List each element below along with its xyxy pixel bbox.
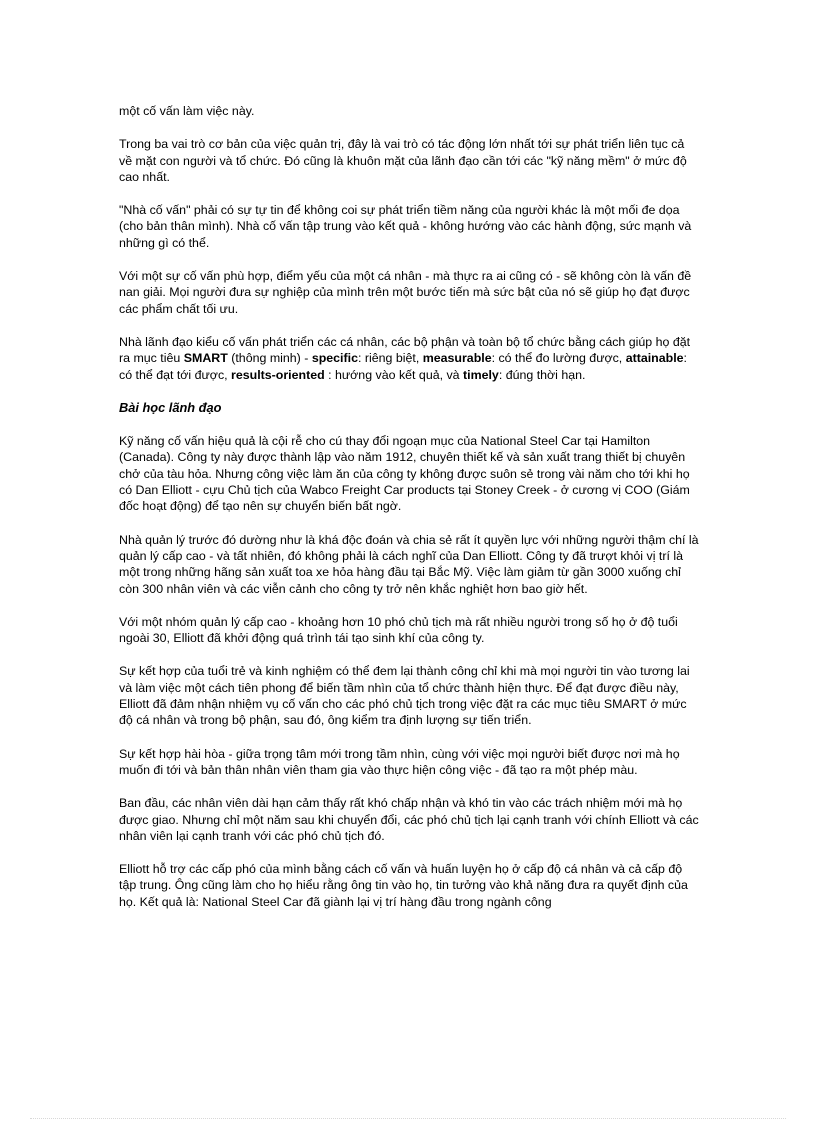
text-run: (thông minh) - [227,351,312,366]
text-run: : đúng thời hạn. [498,367,586,382]
paragraph: Elliott hỗ trợ các cấp phó của mình bằng cách cố vấn và huấn luyện họ ở cấp độ cá nhân và cả cấp độ tập trung. Ông cũng làm cho họ hiểu rằng ông tin vào họ, tin tưởng vào khả năng đưa ra quyết định của họ. Kết quả là: National Steel Car đã giành lại vị trí hàng đầu trong ngành công [119,862,688,909]
paragraph: Trong ba vai trò cơ bản của việc quản trị, đây là vai trò có tác động lớn nhất tới sự phát triển liên tục cả về mặt con người và tổ chức. Đó cũng là khuôn mặt của lãnh đạo cần tới các "kỹ năng mềm" ở mức độ cao nhất. [119,137,687,184]
paragraph: Kỹ năng cố vấn hiệu quả là cội rễ cho cú thay đổi ngoạn mục của National Steel Car tại Hamilton (Canada). Công ty này được thành lập vào năm 1912, chuyên thiết kế và sản xuất trang thiết bị chuyên chở của tàu hỏa. Nhưng công việc làm ăn của công ty không được suôn sẻ trong vài năm cho tới khi họ có Dan Elliott - cựu Chủ tịch của Wabco Freight Car products tại Stoney Creek - ở cương vị COO (Giám đốc hoạt động) để tạo nên sự chuyển biến bất ngờ. [119,434,690,514]
text-run: : có thể đo lường được, [491,351,626,366]
bold-term-timely: timely [463,367,499,382]
paragraph: một cố vấn làm việc này. [119,104,255,118]
document-body [119,103,699,927]
text-run: Nhà lãnh đạo kiểu cố vấn phát triển các cá nhân, các bộ phận và toàn bộ tổ chức bằng cách giúp họ đặt ra mục tiêu [119,334,691,366]
smart-paragraph [119,334,699,383]
paragraph: Với một nhóm quản lý cấp cao - khoảng hơn 10 phó chủ tịch mà rất nhiều người trong số họ ở độ tuổi ngoài 30, Elliott đã khởi động quá trình tái tạo sinh khí của công ty. [119,614,678,646]
text-run: : riêng biệt, [357,351,423,366]
bold-term-specific: specific [311,351,358,366]
bold-term-smart: SMART [183,351,228,366]
section-heading: Bài học lãnh đạo [119,399,222,415]
bold-term-measurable: measurable [422,351,492,366]
page-bottom-rule [30,1118,786,1119]
paragraph: "Nhà cố vấn" phải có sự tự tin để không coi sự phát triển tiềm năng của người khác là một mối đe dọa (cho bản thân mình). Nhà cố vấn tập trung vào kết quả - không hướng vào các hành động, sức mạnh và những gì có thể. [119,203,692,250]
text-run: : có thể đạt tới được, [119,351,687,382]
paragraph: Với một sự cố vấn phù hợp, điểm yếu của một cá nhân - mà thực ra ai cũng có - sẽ không còn là vấn đề nan giải. Mọi người đưa sự nghiệp của mình trên một bước tiến mà sức bật của nó sẽ giúp họ đạt được các phẩm chất tối ưu. [119,269,692,316]
text-run: : hướng vào kết quả, và [324,367,464,382]
paragraph: Sự kết hợp của tuổi trẻ và kinh nghiệm có thể đem lại thành công chỉ khi mà mọi người tin vào tương lai và làm việc một cách tiên phong để biến tầm nhìn của tổ chức thành hiện thực. Để đạt được điều này, Elliott đã đảm nhận nhiệm vụ cố vấn cho các phó chủ tịch trong việc đặt ra các mục tiêu SMART ở mức độ cá nhân và trong bộ phận, sau đó, ông kiểm tra định lượng sự tiến triển. [119,664,690,728]
bold-term-results-oriented: results-oriented [231,367,325,382]
bold-term-attainable: attainable [625,351,684,366]
paragraph: Nhà quản lý trước đó dường như là khá độc đoán và chia sẻ rất ít quyền lực với những người thậm chí là quản lý cấp cao - và tất nhiên, đó không phải là cách nghĩ của Dan Elliott. Công ty đã trượt khỏi vị trí là một trong những hãng sản xuất toa xe hỏa hàng đầu tại Bắc Mỹ. Việc làm giảm từ gần 3000 xuống chỉ còn 300 nhân viên và các viễn cảnh cho công ty trở nên khắc nghiệt hơn bao giờ hết. [119,532,699,596]
paragraph: Sự kết hợp hài hòa - giữa trọng tâm mới trong tầm nhìn, cùng với việc mọi người biết được nơi mà họ muốn đi tới và bản thân nhân viên tham gia vào thực hiện công việc - đã tạo ra một phép màu. [119,746,680,777]
paragraph: Ban đầu, các nhân viên dài hạn cảm thấy rất khó chấp nhận và khó tin vào các trách nhiệm mới mà họ được giao. Nhưng chỉ một năm sau khi chuyển đổi, các phó chủ tịch lại cạnh tranh với chính Elliott và các nhân viên lại cạnh tranh với các phó chủ tịch đó. [119,796,699,843]
